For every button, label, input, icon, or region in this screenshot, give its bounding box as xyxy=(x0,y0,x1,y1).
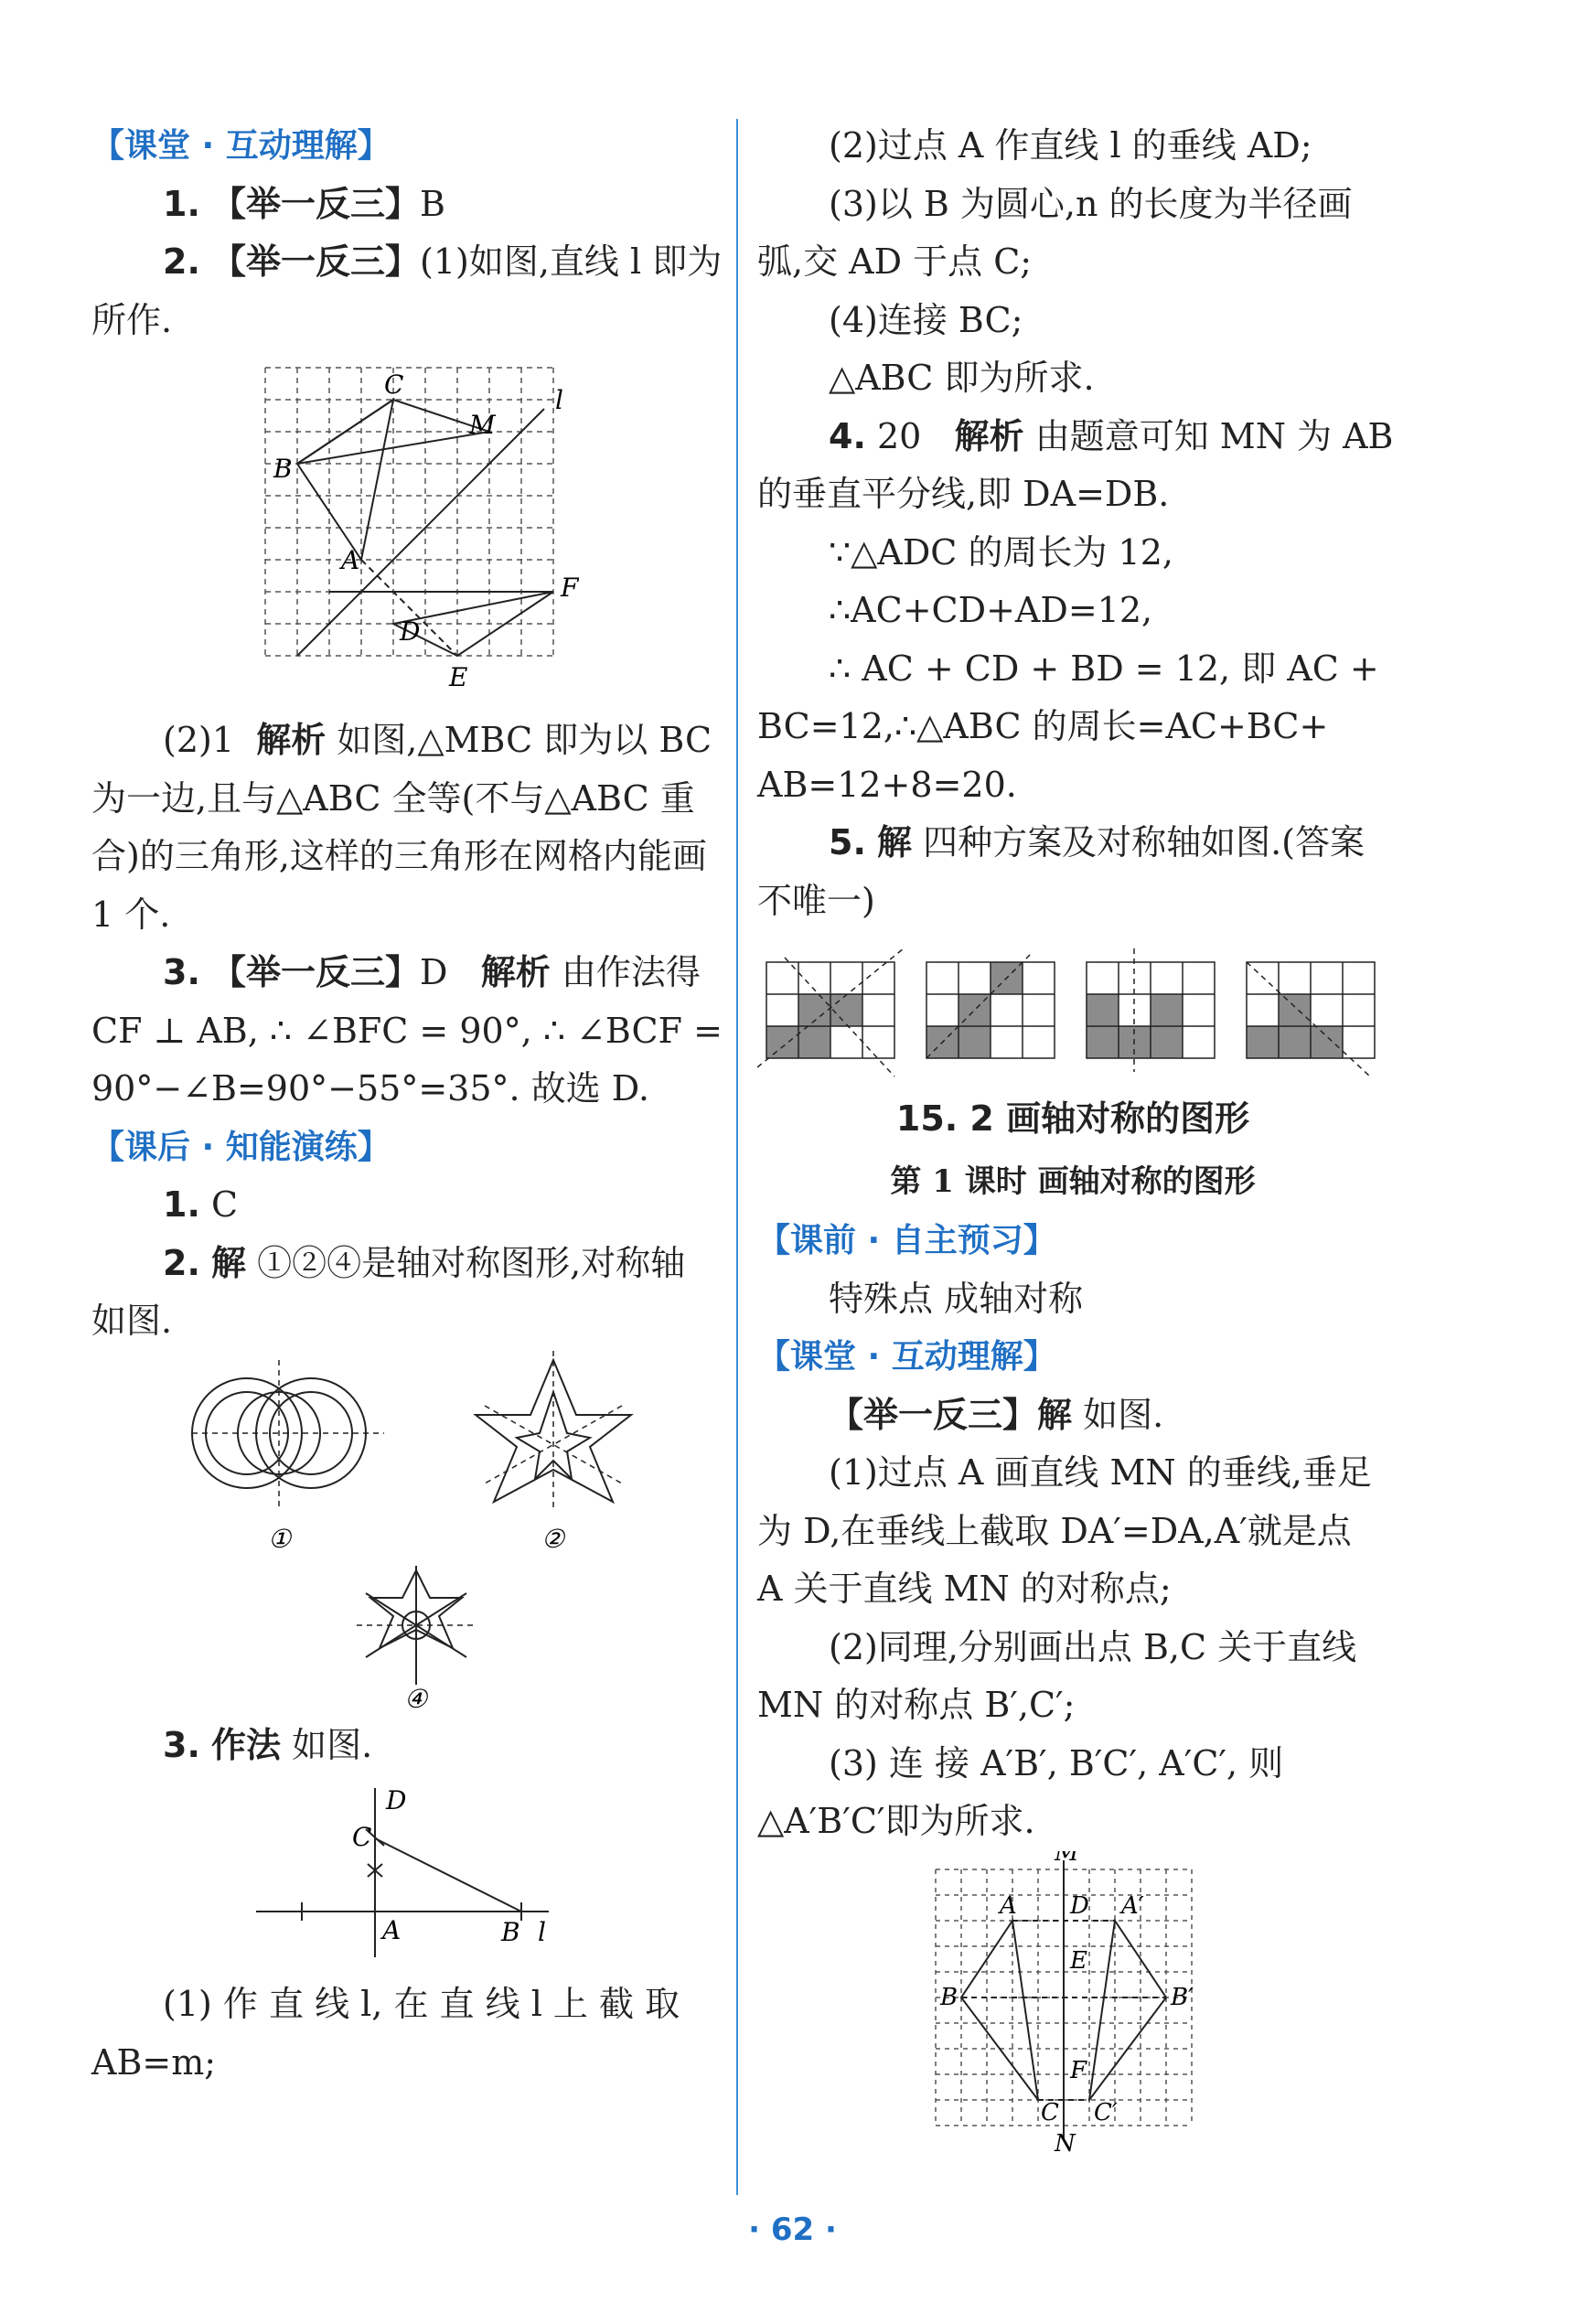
text-line: 所作. xyxy=(91,299,173,340)
practice-1: 1. C xyxy=(163,1184,239,1225)
text-line: ∵△ADC 的周长为 12, xyxy=(829,531,1173,573)
figure-symmetric-shapes xyxy=(91,1351,723,1717)
text-line: (1)过点 A 画直线 MN 的垂线,垂足 xyxy=(829,1452,1372,1493)
answer-2: 2. 【举一反三】(1)如图,直线 l 即为 xyxy=(163,241,723,282)
fig2-label: ① xyxy=(268,1523,292,1554)
text-line: (2)同理,分别画出点 B,C 关于直线 xyxy=(829,1626,1357,1667)
text-line: A 关于直线 MN 的对称点; xyxy=(757,1569,1172,1609)
fig3-label: C xyxy=(352,1822,372,1852)
text-line: △A′B′C′即为所求. xyxy=(757,1801,1035,1841)
fig1-label: l xyxy=(555,385,563,415)
text-line: AB=12+8=20. xyxy=(757,764,1017,805)
text-line: 1 个. xyxy=(91,894,171,935)
fig5-label: N xyxy=(1055,2129,1076,2153)
section-title: 15. 2 画轴对称的图形 xyxy=(895,1098,1250,1139)
answer-2-2: (2)1 解析 如图,△MBC 即为以 BC xyxy=(163,720,712,760)
text-line: MN 的对称点 B′,C′; xyxy=(757,1685,1076,1725)
fig1-label: C xyxy=(384,369,404,400)
fig5-label: C xyxy=(1041,2098,1059,2126)
text-line: 为一边,且与△ABC 全等(不与△ABC 重 xyxy=(91,777,695,819)
text-line: (3)以 B 为圆心,n 的长度为半径画 xyxy=(829,183,1353,224)
figure-grid-triangles xyxy=(91,349,723,712)
schemes-figure xyxy=(757,930,1388,1086)
text-line: (4)连接 BC; xyxy=(829,299,1023,340)
text-line: (3) 连 接 A′B′, B′C′, A′C′, 则 xyxy=(829,1742,1284,1783)
page-number: · 62 · xyxy=(748,2212,837,2248)
fig5-label: B′ xyxy=(1171,1983,1194,2011)
text-line: BC=12,∴△ABC 的周长=AC+BC+ xyxy=(757,706,1329,746)
fig3-label: B xyxy=(501,1917,520,1947)
fig1-label: A xyxy=(341,545,360,575)
reflection-figure xyxy=(757,1851,1388,2153)
grid-figure xyxy=(197,349,581,706)
fig5-label: D xyxy=(1070,1891,1089,1920)
fig1-label: E xyxy=(449,662,468,692)
figure-four-schemes xyxy=(757,930,1388,1086)
practice-2: 2. 解 ①②④是轴对称图形,对称轴 xyxy=(163,1242,686,1283)
lesson-title: 第 1 课时 画轴对称的图形 xyxy=(890,1163,1256,1200)
text-line: ∴AC+CD+AD=12, xyxy=(829,590,1153,630)
fig5-label: C′ xyxy=(1094,2098,1118,2126)
fig1-label: M xyxy=(469,410,496,440)
fig5-label: F xyxy=(1070,2056,1087,2084)
section-heading: 【课堂 · 互动理解】 xyxy=(91,127,391,165)
column-divider xyxy=(736,119,738,2195)
fig5-label: E xyxy=(1070,1946,1087,1975)
fig3-label: D xyxy=(386,1785,407,1815)
text-line: △ABC 即为所求. xyxy=(829,358,1095,398)
shapes-figure xyxy=(91,1351,723,1717)
text-line: (2)过点 A 作直线 l 的垂线 AD; xyxy=(829,125,1312,166)
fig5-label: M xyxy=(1055,1850,1079,1867)
text-line: 弧,交 AD 于点 C; xyxy=(757,241,1033,282)
fig2-label: ② xyxy=(541,1523,565,1554)
text-line: 90°−∠B=90°−55°=35°. 故选 D. xyxy=(91,1068,649,1108)
text-line: 不唯一) xyxy=(757,880,875,921)
example: 【举一反三】解 如图. xyxy=(829,1394,1164,1435)
text-line: 为 D,在垂线上截取 DA′=DA,A′就是点 xyxy=(757,1510,1352,1551)
text-line: ∴ AC + CD + BD = 12, 即 AC + xyxy=(829,648,1379,689)
section-heading: 【课堂 · 互动理解】 xyxy=(757,1338,1056,1376)
fig2-label: ④ xyxy=(404,1683,428,1714)
text-line: (1) 作 直 线 l, 在 直 线 l 上 截 取 xyxy=(163,1984,680,2024)
text-line: 特殊点 成轴对称 xyxy=(829,1278,1084,1319)
fig5-label: B xyxy=(940,1983,958,2011)
right-column xyxy=(757,117,1394,2153)
figure-construction xyxy=(91,1774,723,1976)
answer-1: 1. 【举一反三】B xyxy=(163,183,445,224)
answer-5: 5. 解 四种方案及对称轴如图.(答案 xyxy=(829,822,1365,862)
answer-4: 4. 20 解析 由题意可知 MN 为 AB xyxy=(829,415,1394,456)
text-line: 的垂直平分线,即 DA=DB. xyxy=(757,474,1170,514)
fig5-label: A′ xyxy=(1121,1891,1144,1920)
fig3-label: l xyxy=(538,1917,546,1947)
section-heading: 【课前 · 自主预习】 xyxy=(757,1222,1056,1259)
fig3-label: A xyxy=(382,1915,402,1945)
text-line: 合)的三角形,这样的三角形在网格内能画 xyxy=(91,836,707,876)
construction-figure xyxy=(91,1774,723,1976)
fig1-label: F xyxy=(561,573,579,603)
practice-3: 3. 作法 如图. xyxy=(163,1724,373,1765)
fig1-label: D xyxy=(400,616,421,647)
section-heading: 【课后 · 知能演练】 xyxy=(91,1128,391,1166)
text-line: 如图. xyxy=(91,1301,173,1341)
text-line: CF ⊥ AB, ∴ ∠BFC = 90°, ∴ ∠BCF = xyxy=(91,1010,723,1051)
answer-3: 3. 【举一反三】D 解析 由作法得 xyxy=(163,952,701,992)
figure-reflection xyxy=(757,1851,1388,2153)
fig1-label: B xyxy=(273,454,293,484)
fig5-label: A xyxy=(1000,1891,1017,1920)
text-line: AB=m; xyxy=(91,2041,217,2083)
left-column xyxy=(91,117,723,2092)
